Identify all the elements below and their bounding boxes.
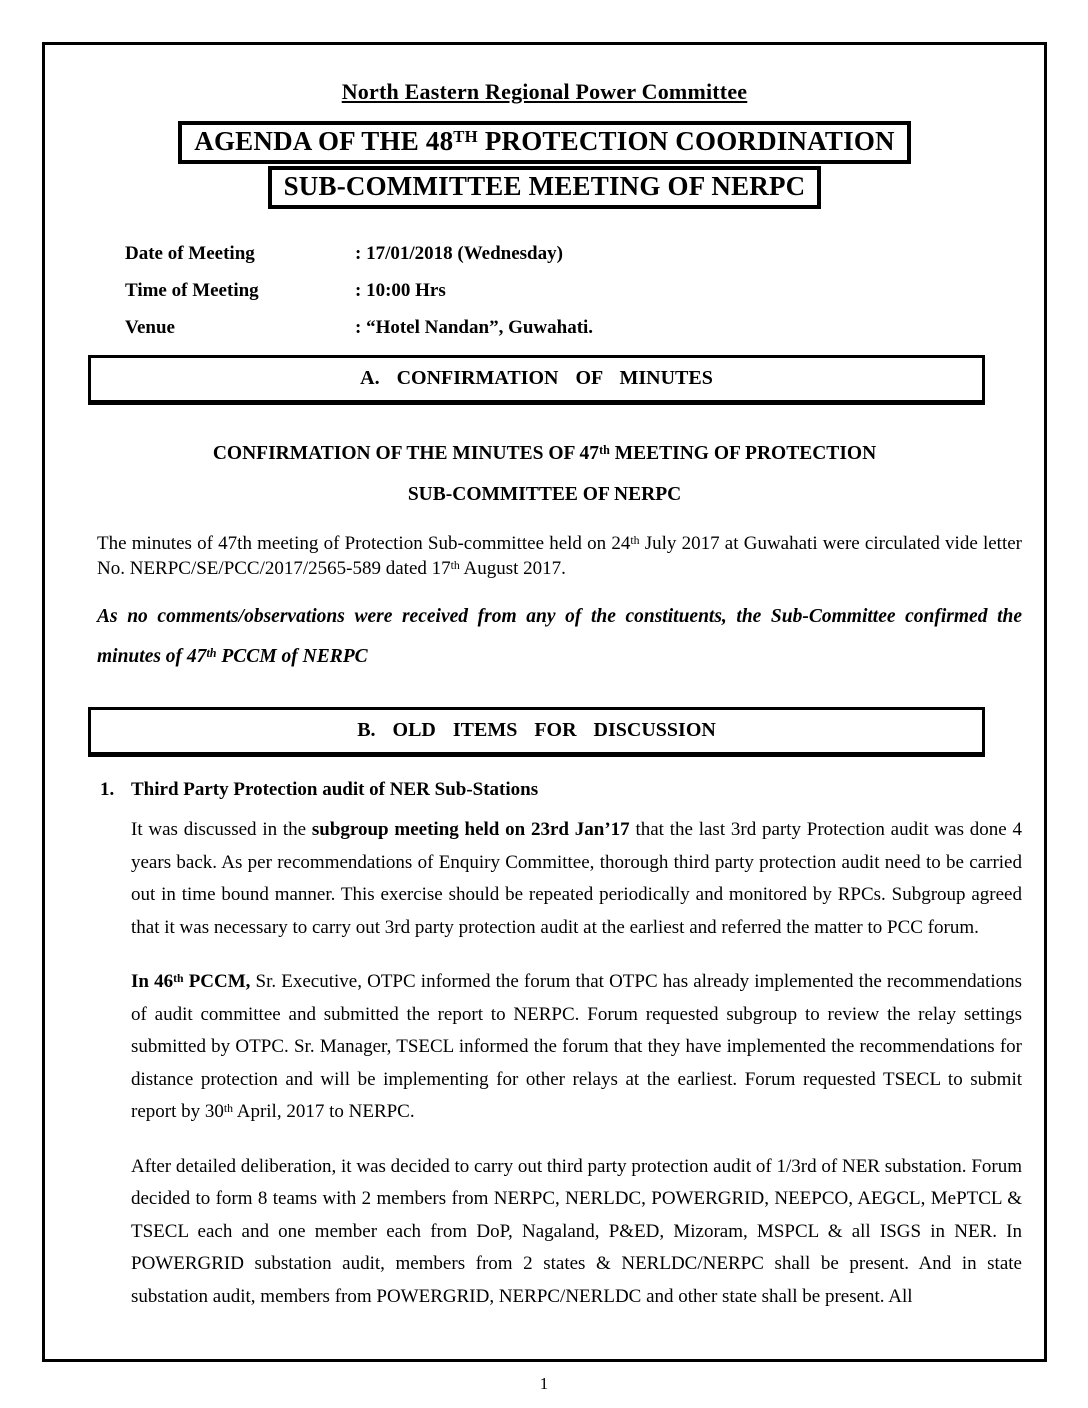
subheading-text: MEETING OF PROTECTION (609, 443, 877, 464)
paragraph-bold-text: In 46 (131, 971, 174, 992)
page-border (42, 42, 1047, 1362)
subheading-text: CONFIRMATION OF THE MINUTES OF 47 (212, 443, 600, 464)
meeting-date-value: : 17/01/2018 (Wednesday) (355, 243, 563, 264)
paragraph-text: As no comments/observations were received from any of the constituents, the Sub-Committee confirmed the minutes of 47 (97, 606, 1022, 667)
paragraph-text: July 2017 at Guwahati were circulated vide letter No. NERPC/SE/PCC/2017/2565-589 dated 17 (97, 533, 1022, 579)
meeting-details (125, 243, 1044, 339)
subheading-line-2: SUB-COMMITTEE OF NERPC (407, 484, 682, 505)
paragraph-superscript: th (173, 971, 184, 985)
meeting-time-label: Time of Meeting (125, 280, 259, 301)
section-a-header-box: A. CONFIRMATION OF MINUTES (88, 355, 985, 405)
agenda-title-superscript: TH (453, 126, 478, 146)
item-1-number: 1. (100, 779, 115, 800)
agenda-title-text: AGENDA OF THE 48 (194, 126, 454, 156)
meeting-venue-row (125, 317, 1044, 339)
agenda-item-1 (45, 779, 1044, 1313)
meeting-venue-label: Venue (125, 317, 175, 338)
paragraph-superscript: th (206, 645, 217, 660)
paragraph-superscript: th (223, 1101, 234, 1115)
meeting-time-row (125, 280, 1044, 302)
paragraph-text: It was discussed in the (131, 819, 312, 840)
agenda-title-line-2: SUB-COMMITTEE MEETING OF NERPC (268, 166, 822, 209)
item-1-paragraph-1 (131, 814, 1022, 944)
paragraph-bold-text: subgroup meeting held on 23rd Jan’17 (311, 819, 630, 840)
paragraph-text: August 2017. (459, 558, 566, 579)
section-a-subheading (45, 433, 1044, 515)
minutes-circulation-paragraph (97, 531, 1022, 581)
meeting-date-label: Date of Meeting (125, 243, 255, 264)
paragraph-superscript: th (450, 558, 460, 572)
item-1-heading (100, 779, 1022, 801)
paragraph-text: that the last 3rd party Protection audit was done 4 years back. As per recommendations of Enquiry Committee, thorough third party protection audit need to be carried out in time bound manner. This exercise should be repeated periodically and monitored by RPCs. Subgroup agreed that it was necessary to carry out 3rd party protection audit at the earliest and referred the matter to PCC forum. (131, 819, 1022, 938)
meeting-date-row (125, 243, 1044, 265)
item-1-paragraph-2 (131, 966, 1022, 1129)
agenda-title-line-1 (178, 121, 910, 164)
agenda-title-text: PROTECTION COORDINATION (477, 126, 895, 156)
org-title: North Eastern Regional Power Committee (341, 79, 748, 104)
subheading-superscript: th (599, 442, 610, 457)
paragraph-text: PCCM of NERPC (216, 646, 368, 667)
paragraph-text: The minutes of 47th meeting of Protection Sub-committee held on 24 (97, 533, 631, 554)
paragraph-bold-text: PCCM, (183, 971, 251, 992)
meeting-time-value: : 10:00 Hrs (355, 280, 446, 301)
item-1-paragraph-3: After detailed deliberation, it was decided to carry out third party protection audit of 1/3rd of NER substation. Forum decided to form 8 teams with 2 members from NERPC, NERLDC, POWERGRID, NEEPCO, AEGCL, MePTCL & TSECL each and one member each from DoP, Nagaland, P&ED, Mizoram, MSPCL & all ISGS in NER. In POWERGRID substation audit, members from 2 states & NERLDC/NERPC shall be present. And in state substation audit, members from POWERGRID, NERPC/NERLDC and other state shall be present. All (131, 1155, 1022, 1307)
paragraph-text: Sr. Executive, OTPC informed the forum that OTPC has already implemented the recommendations of audit committee and submitted the report to NERPC. Forum requested subgroup to review the relay settings submitted by OTPC. Sr. Manager, TSECL informed the forum that they have implemented the recommendations for distance protection and will be implementing for other relays at the earliest. Forum requested TSECL to submit report by 30 (131, 971, 1022, 1122)
item-1-title: Third Party Protection audit of NER Sub-Stations (131, 779, 539, 800)
page-number: 1 (539, 1374, 549, 1393)
paragraph-superscript: th (630, 533, 640, 547)
confirmation-note-paragraph (97, 597, 1022, 677)
meeting-venue-value: : “Hotel Nandan”, Guwahati. (355, 317, 594, 338)
paragraph-text: April, 2017 to NERPC. (233, 1101, 415, 1122)
section-b-header-box: B. OLD ITEMS FOR DISCUSSION (88, 707, 985, 757)
agenda-title (45, 121, 1044, 209)
